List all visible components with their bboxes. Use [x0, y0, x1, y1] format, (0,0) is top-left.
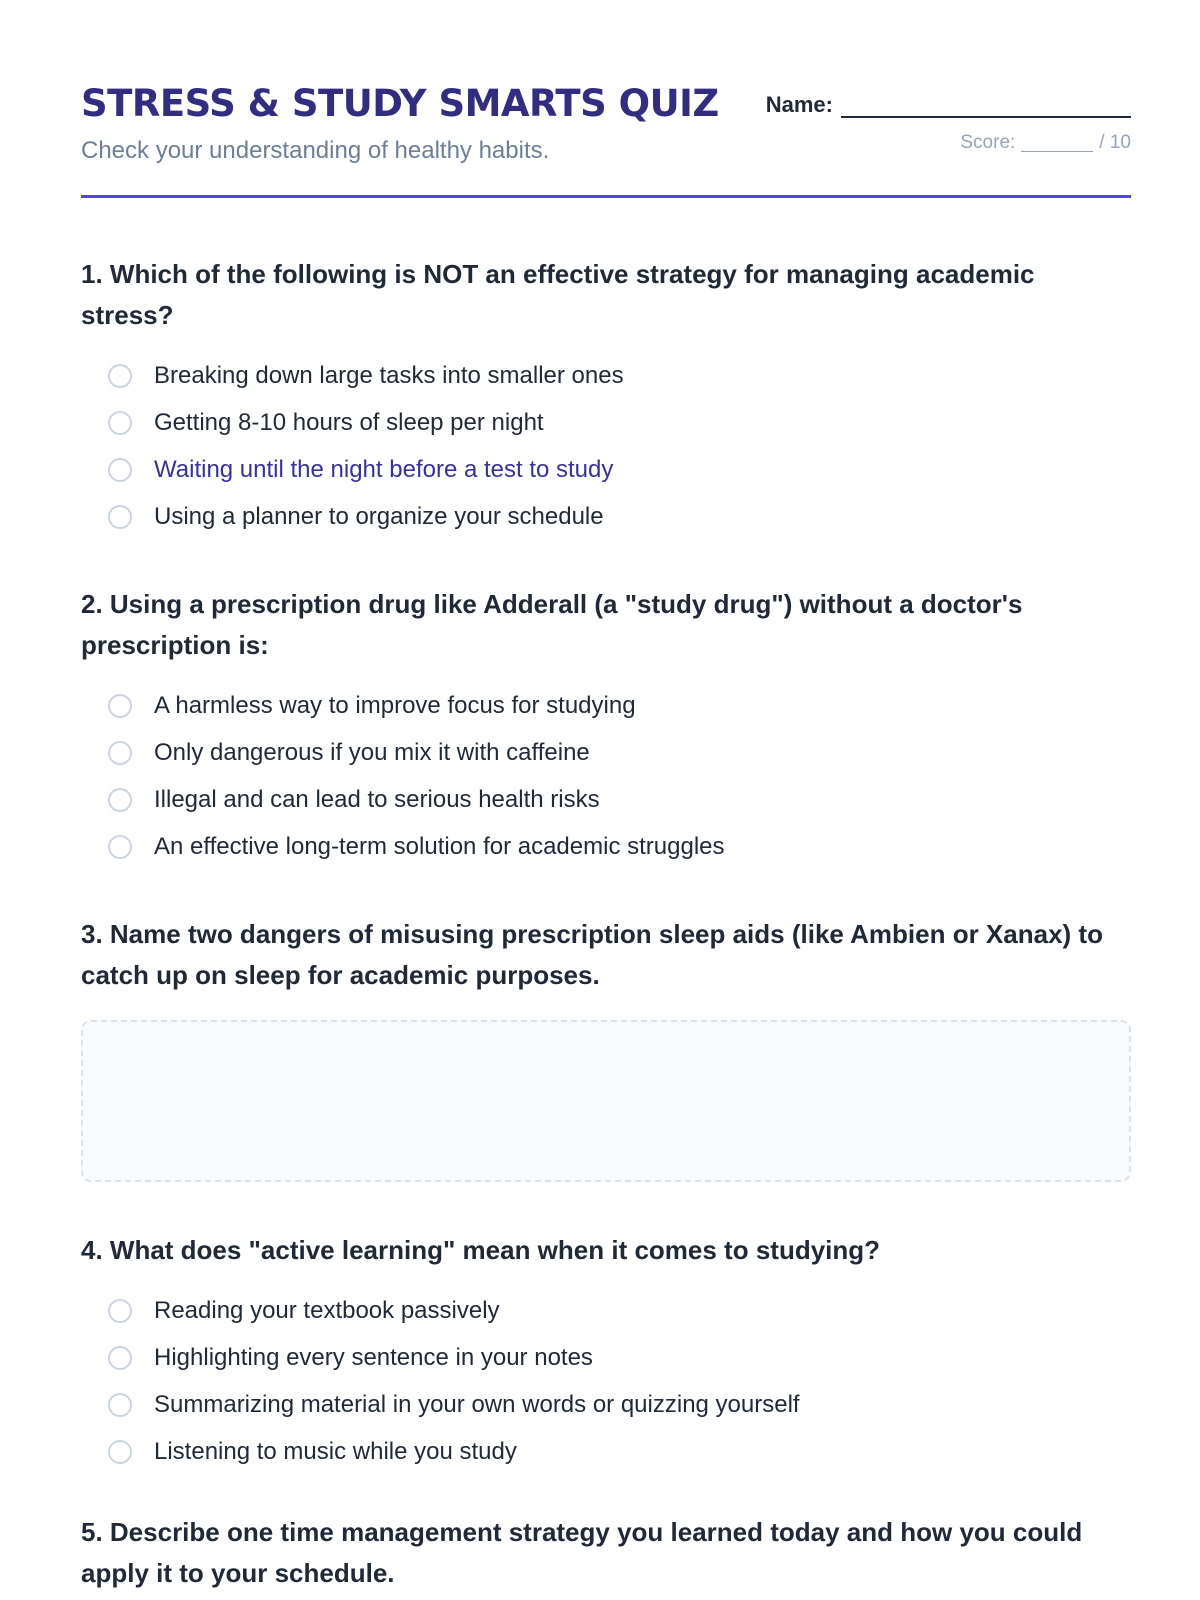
option-label: Using a planner to organize your schedule	[154, 502, 604, 530]
option-label: Only dangerous if you mix it with caffeine	[154, 738, 590, 766]
question-3	[81, 914, 1131, 1182]
option-label: Illegal and can lead to serious health risks	[154, 785, 600, 813]
score-total: / 10	[1099, 132, 1131, 153]
radio-button[interactable]	[108, 835, 132, 859]
option-label: Listening to music while you study	[154, 1437, 517, 1465]
score-label: Score:	[960, 132, 1016, 153]
score-field	[960, 132, 1131, 154]
radio-button[interactable]	[108, 694, 132, 718]
radio-button[interactable]	[108, 1346, 132, 1370]
option-item[interactable]	[81, 352, 1131, 399]
name-field	[766, 92, 1131, 118]
radio-button[interactable]	[108, 505, 132, 529]
radio-button[interactable]	[108, 458, 132, 482]
question-text: 3. Name two dangers of misusing prescription sleep aids (like Ambien or Xanax) to catch up on sleep for academic purposes.	[81, 919, 1103, 990]
option-label: A harmless way to improve focus for studying	[154, 691, 636, 719]
option-label: Summarizing material in your own words or quizzing yourself	[154, 1390, 800, 1418]
page-title: STRESS & STUDY SMARTS QUIZ	[81, 82, 719, 125]
question-text: 5. Describe one time management strategy you learned today and how you could apply it to your schedule.	[81, 1517, 1083, 1588]
option-item[interactable]	[81, 729, 1131, 776]
radio-button[interactable]	[108, 741, 132, 765]
option-item[interactable]	[81, 776, 1131, 823]
option-label: Breaking down large tasks into smaller ones	[154, 361, 624, 389]
option-list	[81, 1287, 1131, 1475]
radio-button[interactable]	[108, 1393, 132, 1417]
question-2	[81, 584, 1131, 870]
radio-button[interactable]	[108, 364, 132, 388]
option-item[interactable]	[81, 1428, 1131, 1475]
option-item[interactable]	[81, 446, 1131, 493]
question-text: 2. Using a prescription drug like Adderall (a "study drug") without a doctor's prescription is:	[81, 589, 1023, 660]
option-list	[81, 352, 1131, 540]
option-label: Reading your textbook passively	[154, 1296, 500, 1324]
option-item[interactable]	[81, 399, 1131, 446]
page-subtitle: Check your understanding of healthy habits.	[81, 137, 550, 164]
option-item[interactable]	[81, 1334, 1131, 1381]
option-label: Waiting until the night before a test to study	[154, 455, 614, 483]
score-input-line[interactable]	[1021, 133, 1093, 152]
quiz-page	[81, 0, 1131, 1588]
question-text: 4. What does "active learning" mean when it comes to studying?	[81, 1235, 881, 1265]
option-label: Getting 8-10 hours of sleep per night	[154, 408, 544, 436]
answer-textbox[interactable]	[81, 1020, 1131, 1182]
radio-button[interactable]	[108, 788, 132, 812]
option-item[interactable]	[81, 1287, 1131, 1334]
quiz-header	[81, 0, 1131, 198]
radio-button[interactable]	[108, 1440, 132, 1464]
option-item[interactable]	[81, 823, 1131, 870]
name-label: Name:	[765, 92, 833, 117]
question-1	[81, 254, 1131, 540]
question-4	[81, 1230, 1131, 1475]
option-label: Highlighting every sentence in your notes	[154, 1343, 593, 1371]
radio-button[interactable]	[108, 411, 132, 435]
option-label: An effective long-term solution for academic struggles	[154, 832, 725, 860]
name-input-line[interactable]	[841, 92, 1131, 118]
radio-button[interactable]	[108, 1299, 132, 1323]
question-text: 1. Which of the following is NOT an effective strategy for managing academic stress?	[81, 259, 1035, 330]
option-item[interactable]	[81, 1381, 1131, 1428]
option-item[interactable]	[81, 682, 1131, 729]
option-item[interactable]	[81, 493, 1131, 540]
option-list	[81, 682, 1131, 870]
question-5	[81, 1512, 1131, 1594]
